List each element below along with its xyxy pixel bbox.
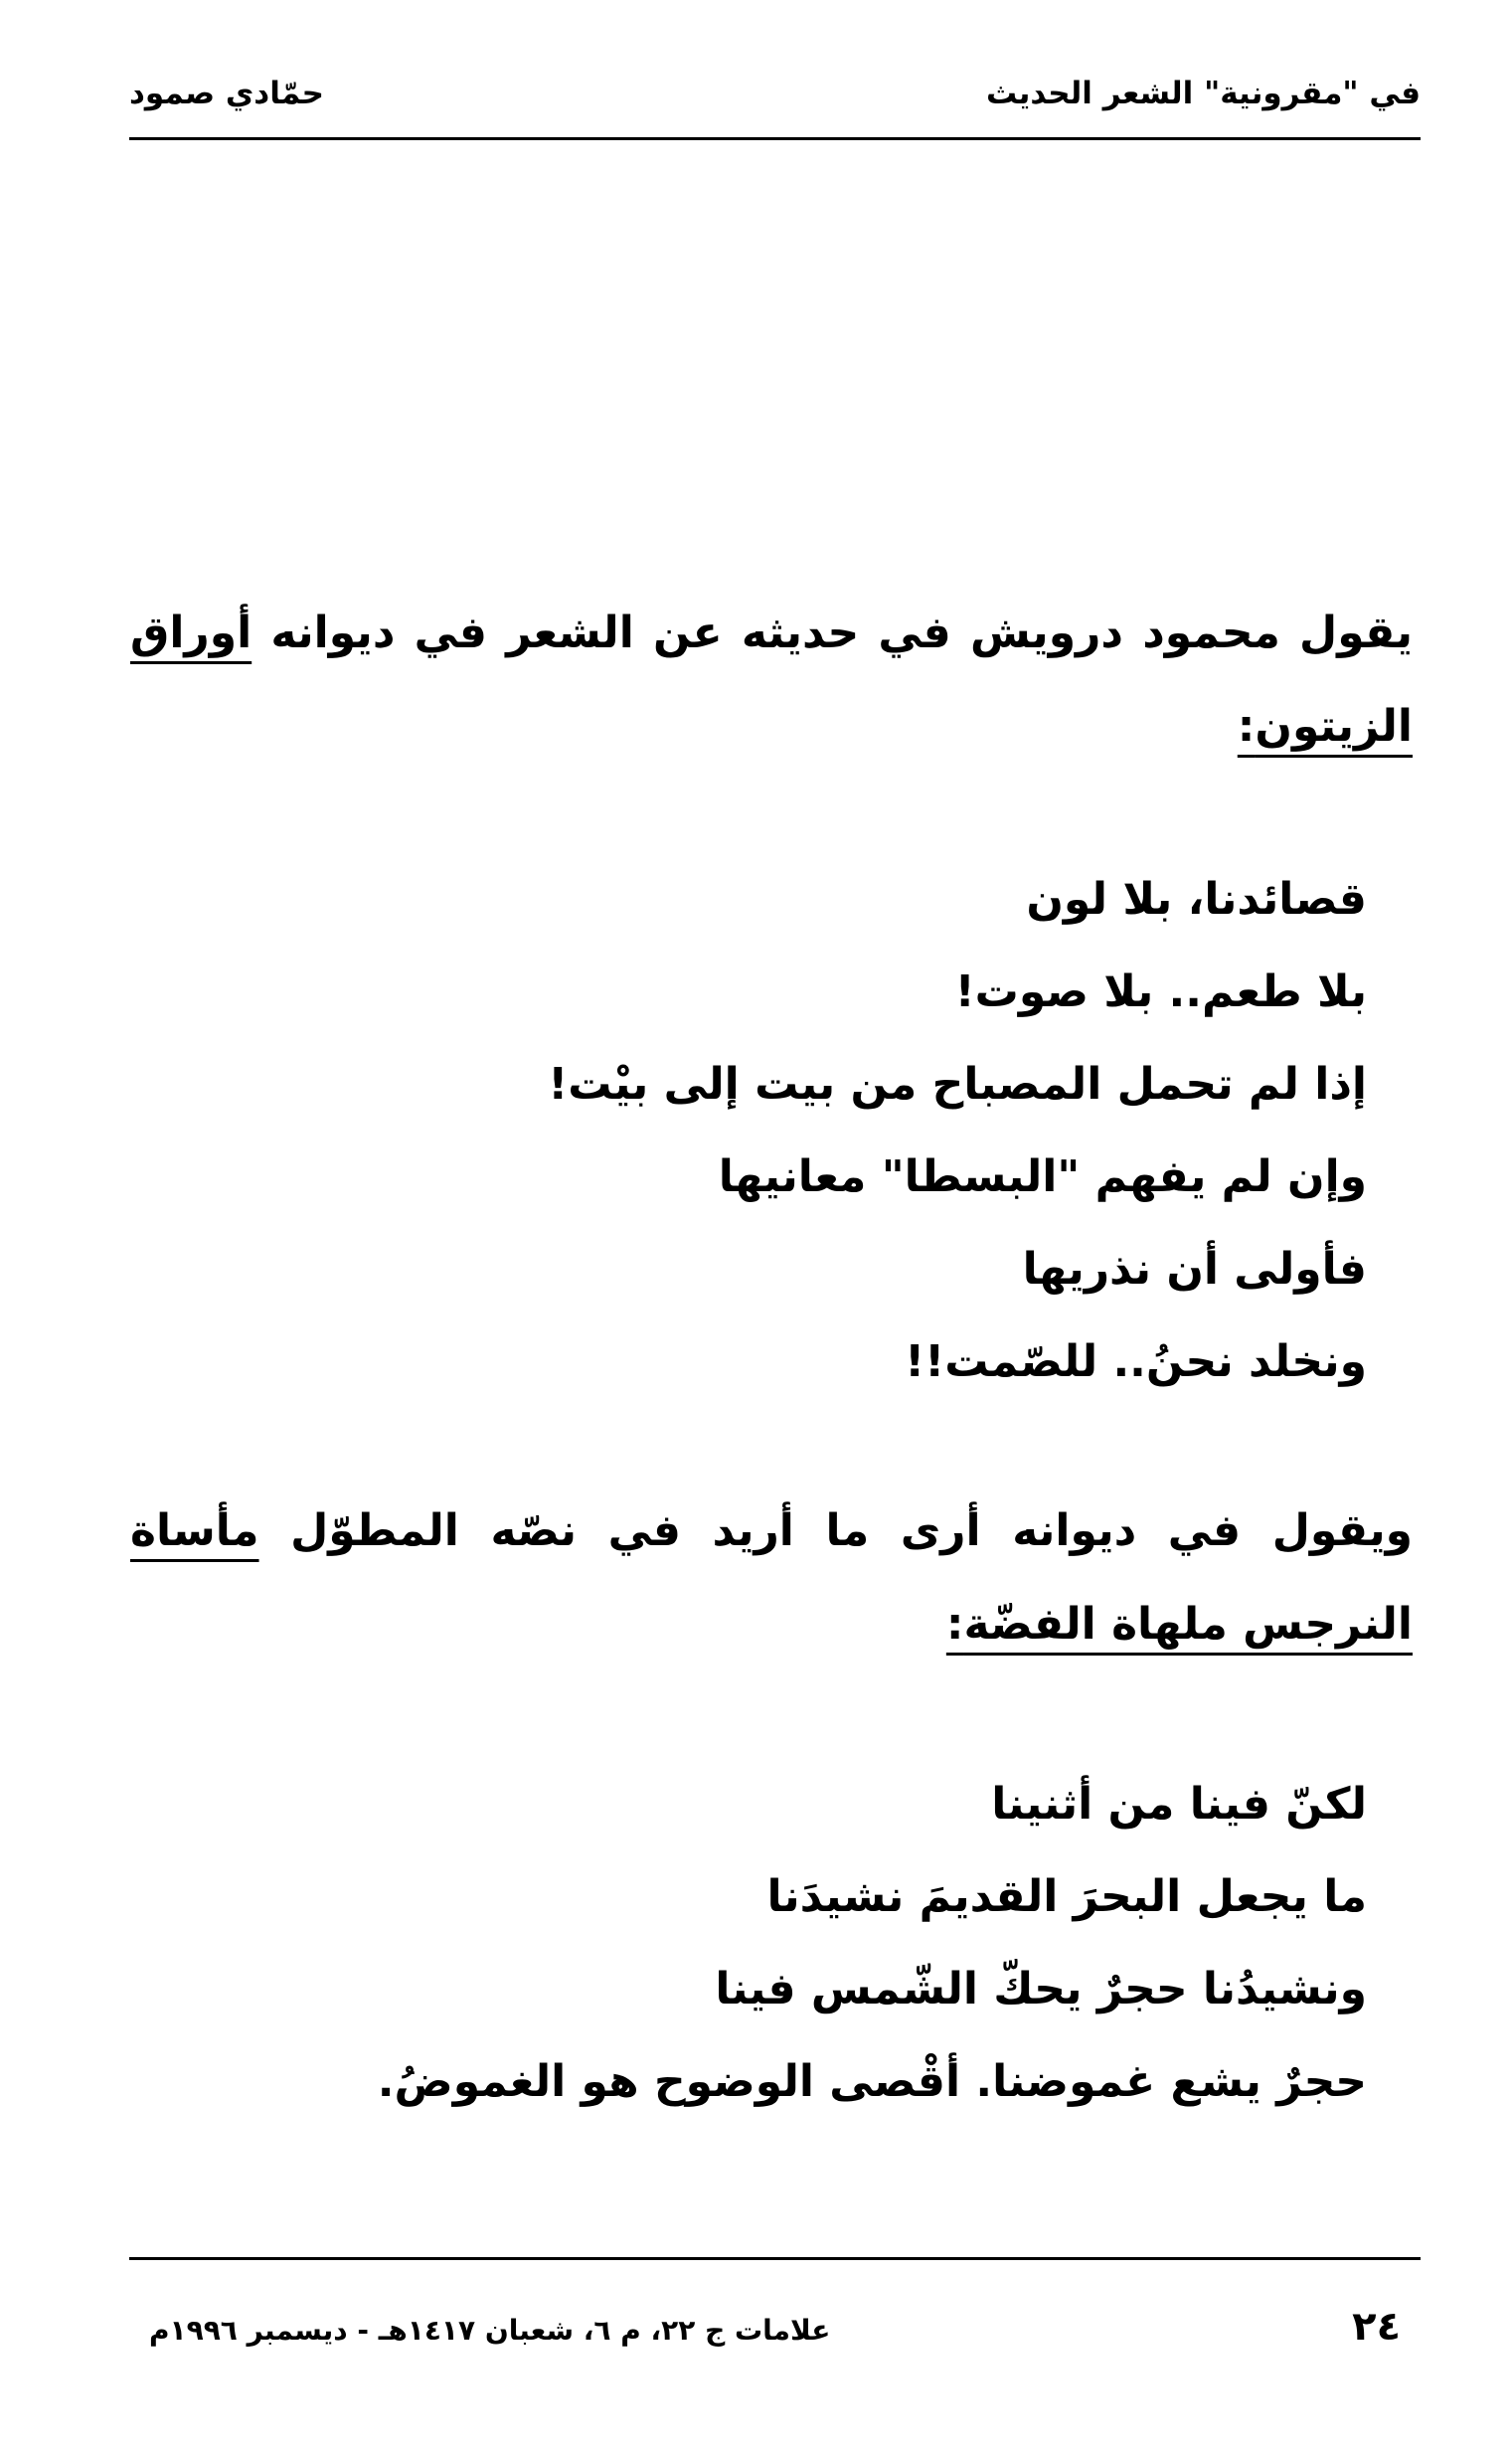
- poem-line: قصائدنا، بلا لون: [1026, 874, 1367, 925]
- poem-line: حجرٌ يشع غموضنا. أقْصى الوضوح هو الغموضُ.: [377, 2056, 1367, 2107]
- intro-paragraph-1: [130, 587, 1413, 774]
- book-title-1-text: أوراق الزيتون: [130, 608, 1413, 752]
- poem-line: بلا طعم.. بلا صوت!: [954, 966, 1367, 1017]
- book-title-1-colon: :: [1237, 701, 1256, 752]
- intro-1-text: يقول محمود درويش في حديثه عن الشعر في ديوانه: [252, 608, 1413, 658]
- intro-paragraph-2: [130, 1485, 1413, 1671]
- poem-line: فأولى أن نذريها: [1022, 1244, 1367, 1295]
- journal-citation: علامات ج ٢٢، م ٦، شعبان ١٤١٧هـ - ديسمبر ١٩٩٦م: [149, 2314, 831, 2347]
- poem-line: ونخلد نحنُ.. للصّمت!!: [905, 1336, 1367, 1387]
- poem-line: إذا لم تحمل المصباح من بيت إلى بيْت!: [548, 1059, 1367, 1110]
- poem-line: وإن لم يفهم "البسطا" معانيها: [718, 1151, 1367, 1202]
- running-title: في "مقرونية" الشعر الحديث: [985, 76, 1421, 111]
- page-footer: [129, 2257, 1421, 2360]
- poem-excerpt-1: [174, 853, 1367, 1408]
- author-name: حمّادي صمود: [129, 76, 324, 111]
- book-title-2-text: مأساة النرجس ملهاة الفضّة: [130, 1505, 1413, 1650]
- intro-2-text: ويقول في ديوانه أرى ما أريد في نصّه المطوّل: [258, 1505, 1413, 1556]
- poem-line: ونشيدُنا حجرٌ يحكّ الشّمس فينا: [715, 1964, 1367, 2014]
- page-number: ٢٤: [1352, 2304, 1401, 2350]
- poem-line: ما يجعل البحرَ القديمَ نشيدَنا: [766, 1871, 1367, 1922]
- book-title-2-colon: :: [945, 1599, 964, 1650]
- poem-line: لكنّ فينا من أثنينا: [991, 1779, 1367, 1830]
- page-header: [129, 66, 1421, 140]
- poem-excerpt-2: [174, 1758, 1367, 2128]
